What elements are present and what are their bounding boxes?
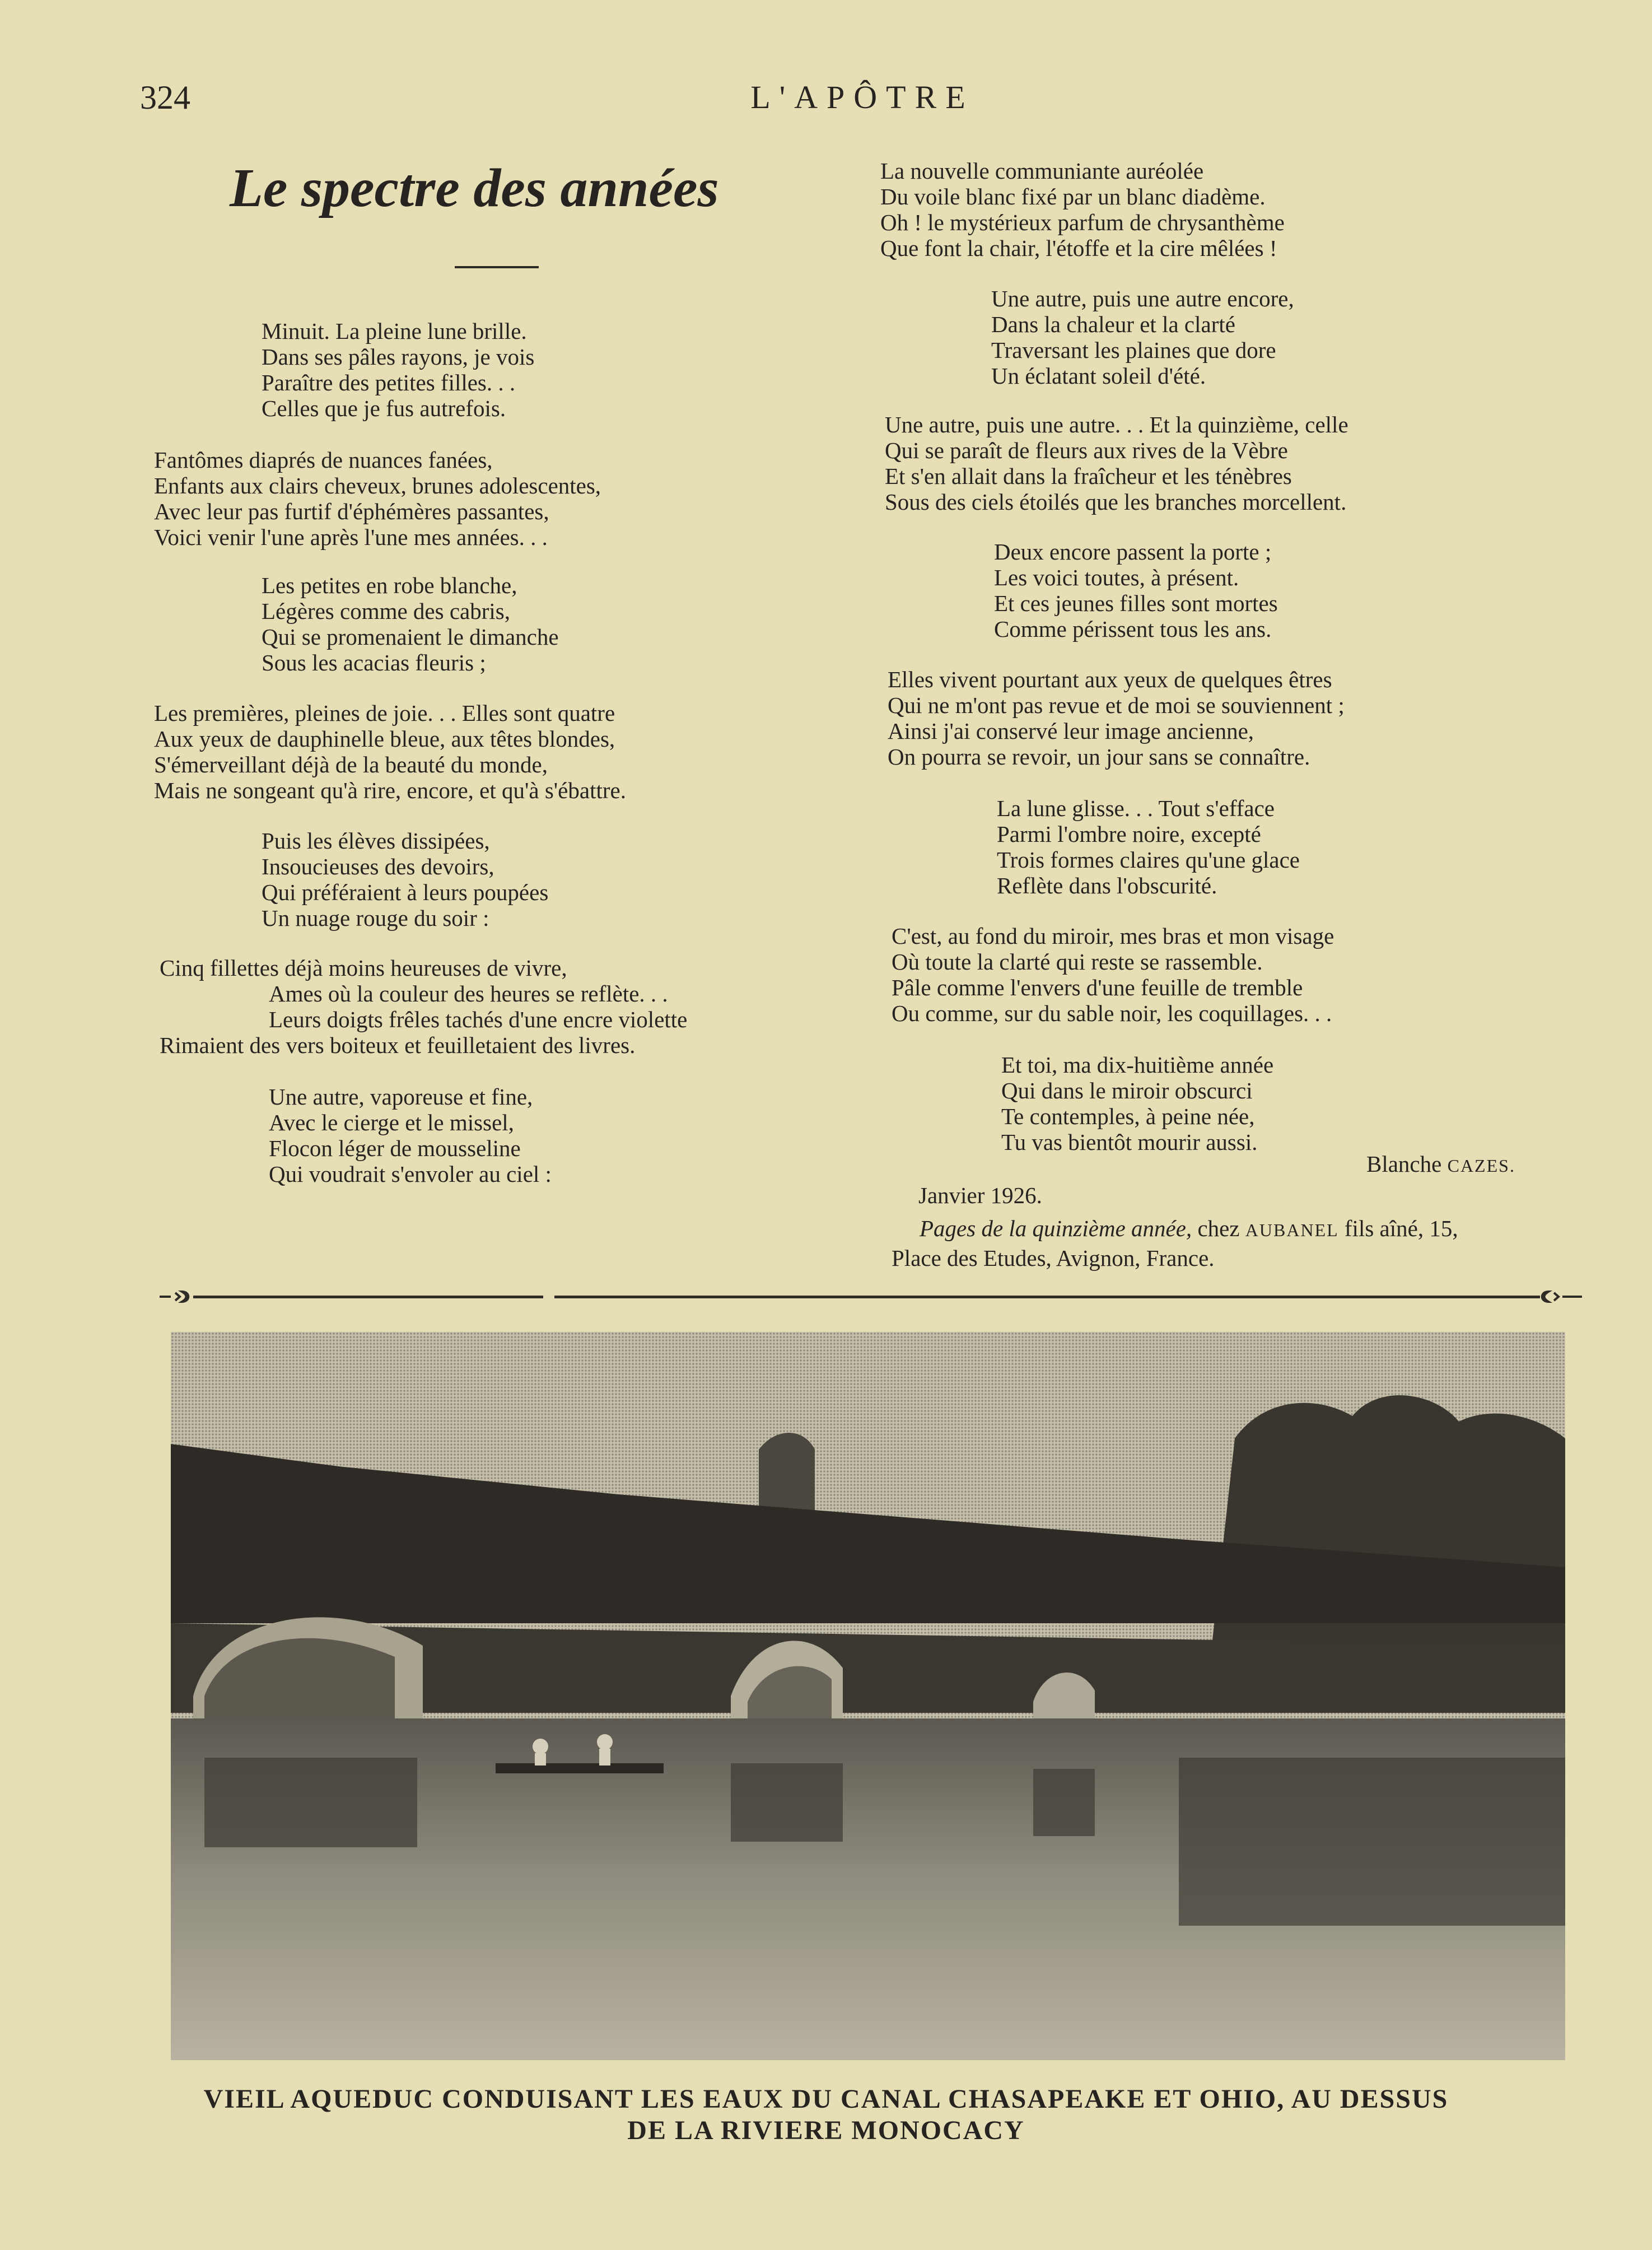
verse-line: Parmi l'ombre noire, excepté: [997, 821, 1261, 847]
verse-line: Te contemples, à peine née,: [1001, 1103, 1255, 1129]
verse-line: Un éclatant soleil d'été.: [991, 363, 1206, 389]
stanza: [880, 158, 1285, 261]
verse-line: Une autre, vaporeuse et fine,: [269, 1084, 533, 1110]
verse-line: Qui se promenaient le dimanche: [262, 624, 559, 650]
verse-line: C'est, au fond du miroir, mes bras et mon visage: [892, 923, 1334, 949]
source-title: Pages de la quinzième année,: [920, 1215, 1192, 1241]
poem-date: Janvier 1926.: [918, 1182, 1042, 1208]
author-first-name: Blanche: [1366, 1151, 1442, 1177]
verse-line: Avec leur pas furtif d'éphémères passantes,: [154, 499, 549, 524]
source-address-1: fils aîné, 15,: [1344, 1215, 1458, 1241]
verse-line: Et ces jeunes filles sont mortes: [994, 590, 1278, 616]
stanza: [262, 572, 559, 676]
stanza: [997, 795, 1300, 898]
verse-line: Et s'en allait dans la fraîcheur et les ténèbres: [885, 463, 1292, 489]
verse-line: Qui se paraît de fleurs aux rives de la Vèbre: [885, 437, 1288, 463]
verse-line: Dans ses pâles rayons, je vois: [262, 344, 535, 370]
verse-line: Sous les acacias fleuris ;: [262, 650, 486, 676]
verse-line: Aux yeux de dauphinelle bleue, aux têtes blondes,: [154, 726, 615, 752]
verse-line: Traversant les plaines que dore: [991, 337, 1276, 363]
stanza: [991, 286, 1294, 389]
verse-line: Cinq fillettes déjà moins heureuses de vivre,: [160, 955, 567, 981]
stanza: [892, 923, 1334, 1026]
stanza: [994, 539, 1278, 642]
verse-line: Reflète dans l'obscurité.: [997, 873, 1217, 898]
verse-line: Ainsi j'ai conservé leur image ancienne,: [888, 718, 1254, 744]
verse-line: Fantômes diaprés de nuances fanées,: [154, 447, 493, 473]
verse-line: Qui dans le miroir obscurci: [1001, 1078, 1253, 1103]
stanza: [154, 447, 601, 550]
verse-line: Enfants aux clairs cheveux, brunes adolescentes,: [154, 473, 601, 499]
verse-line: Que font la chair, l'étoffe et la cire mêlées !: [880, 235, 1277, 261]
stanza: [160, 955, 687, 1058]
photo-caption: [0, 2084, 1652, 2146]
verse-line: Qui ne m'ont pas revue et de moi se souviennent ;: [888, 692, 1345, 718]
verse-line: Qui voudrait s'envoler au ciel :: [269, 1161, 552, 1187]
source-publisher: AUBANEL: [1245, 1220, 1339, 1240]
verse-line: Puis les élèves dissipées,: [262, 828, 490, 854]
journal-title: L'APÔTRE: [750, 79, 974, 115]
title-rule: [455, 266, 539, 268]
verse-line: Ames où la couleur des heures se reflète. . .: [269, 981, 668, 1007]
verse-line: Mais ne songeant qu'à rire, encore, et qu'à s'ébattre.: [154, 777, 626, 803]
verse-line: S'émerveillant déjà de la beauté du monde,: [154, 752, 548, 777]
caption-line-2: DE LA RIVIERE MONOCACY: [627, 2116, 1025, 2145]
verse-line: Avec le cierge et le missel,: [269, 1110, 514, 1135]
verse-line: Comme périssent tous les ans.: [994, 616, 1272, 642]
verse-line: Un nuage rouge du soir :: [262, 905, 489, 931]
stanza: [262, 828, 548, 931]
stanza: [888, 667, 1345, 770]
verse-line: Insoucieuses des devoirs,: [262, 854, 494, 879]
caption-line-1: VIEIL AQUEDUC CONDUISANT LES EAUX DU CANAL CHASAPEAKE ET OHIO, AU DESSUS: [203, 2084, 1449, 2114]
stanza: [262, 318, 534, 421]
verse-line: Qui préféraient à leurs poupées: [262, 879, 549, 905]
stanza: [269, 1084, 552, 1187]
verse-line: Où toute la clarté qui reste se rassemble.: [892, 949, 1263, 975]
author-signature: [1366, 1150, 1515, 1177]
verse-line: Paraître des petites filles. . .: [262, 370, 516, 395]
source-note: [892, 1214, 1458, 1272]
verse-line: La nouvelle communiante auréolée: [880, 158, 1204, 184]
verse-line: Deux encore passent la porte ;: [994, 539, 1272, 565]
verse-line: On pourra se revoir, un jour sans se connaître.: [888, 744, 1310, 770]
stanza: [154, 700, 626, 803]
author-last-name: CAZES.: [1447, 1156, 1515, 1176]
verse-line: Ou comme, sur du sable noir, les coquillages. . .: [892, 1000, 1332, 1026]
verse-line: Pâle comme l'envers d'une feuille de tremble: [892, 975, 1303, 1000]
verse-line: Les petites en robe blanche,: [262, 572, 517, 598]
poem-title: Le spectre des années: [230, 158, 719, 218]
page-number: 324: [140, 79, 190, 116]
verse-line: Du voile blanc fixé par un blanc diadème.: [880, 184, 1266, 209]
verse-line: Et toi, ma dix-huitième année: [1001, 1052, 1274, 1078]
verse-line: Elles vivent pourtant aux yeux de quelques êtres: [888, 667, 1332, 692]
verse-line: Minuit. La pleine lune brille.: [262, 318, 527, 344]
ornamental-divider: [160, 1288, 1582, 1305]
verse-line: Les premières, pleines de joie. . . Elles sont quatre: [154, 700, 615, 726]
verse-line: Rimaient des vers boiteux et feuilletaient des livres.: [160, 1032, 636, 1058]
verse-line: La lune glisse. . . Tout s'efface: [997, 795, 1275, 821]
stanza: [1001, 1052, 1273, 1155]
aqueduct-photo: [171, 1332, 1565, 2060]
verse-line: Oh ! le mystérieux parfum de chrysanthème: [880, 209, 1285, 235]
source-chez: chez: [1197, 1215, 1240, 1241]
verse-line: Dans la chaleur et la clarté: [991, 311, 1235, 337]
verse-line: Celles que je fus autrefois.: [262, 395, 506, 421]
verse-line: Voici venir l'une après l'une mes années. . .: [154, 524, 548, 550]
verse-line: Une autre, puis une autre. . . Et la quinzième, celle: [885, 412, 1348, 437]
verse-line: Sous des ciels étoilés que les branches morcellent.: [885, 489, 1347, 515]
verse-line: Flocon léger de mousseline: [269, 1135, 521, 1161]
verse-line: Trois formes claires qu'une glace: [997, 847, 1300, 873]
verse-line: Leurs doigts frêles tachés d'une encre violette: [269, 1007, 688, 1032]
verse-line: Légères comme des cabris,: [262, 598, 510, 624]
verse-line: Tu vas bientôt mourir aussi.: [1001, 1129, 1258, 1155]
source-address-2: Place des Etudes, Avignon, France.: [892, 1245, 1215, 1271]
verse-line: Les voici toutes, à présent.: [994, 565, 1239, 590]
stanza: [885, 412, 1348, 515]
verse-line: Une autre, puis une autre encore,: [991, 286, 1294, 311]
